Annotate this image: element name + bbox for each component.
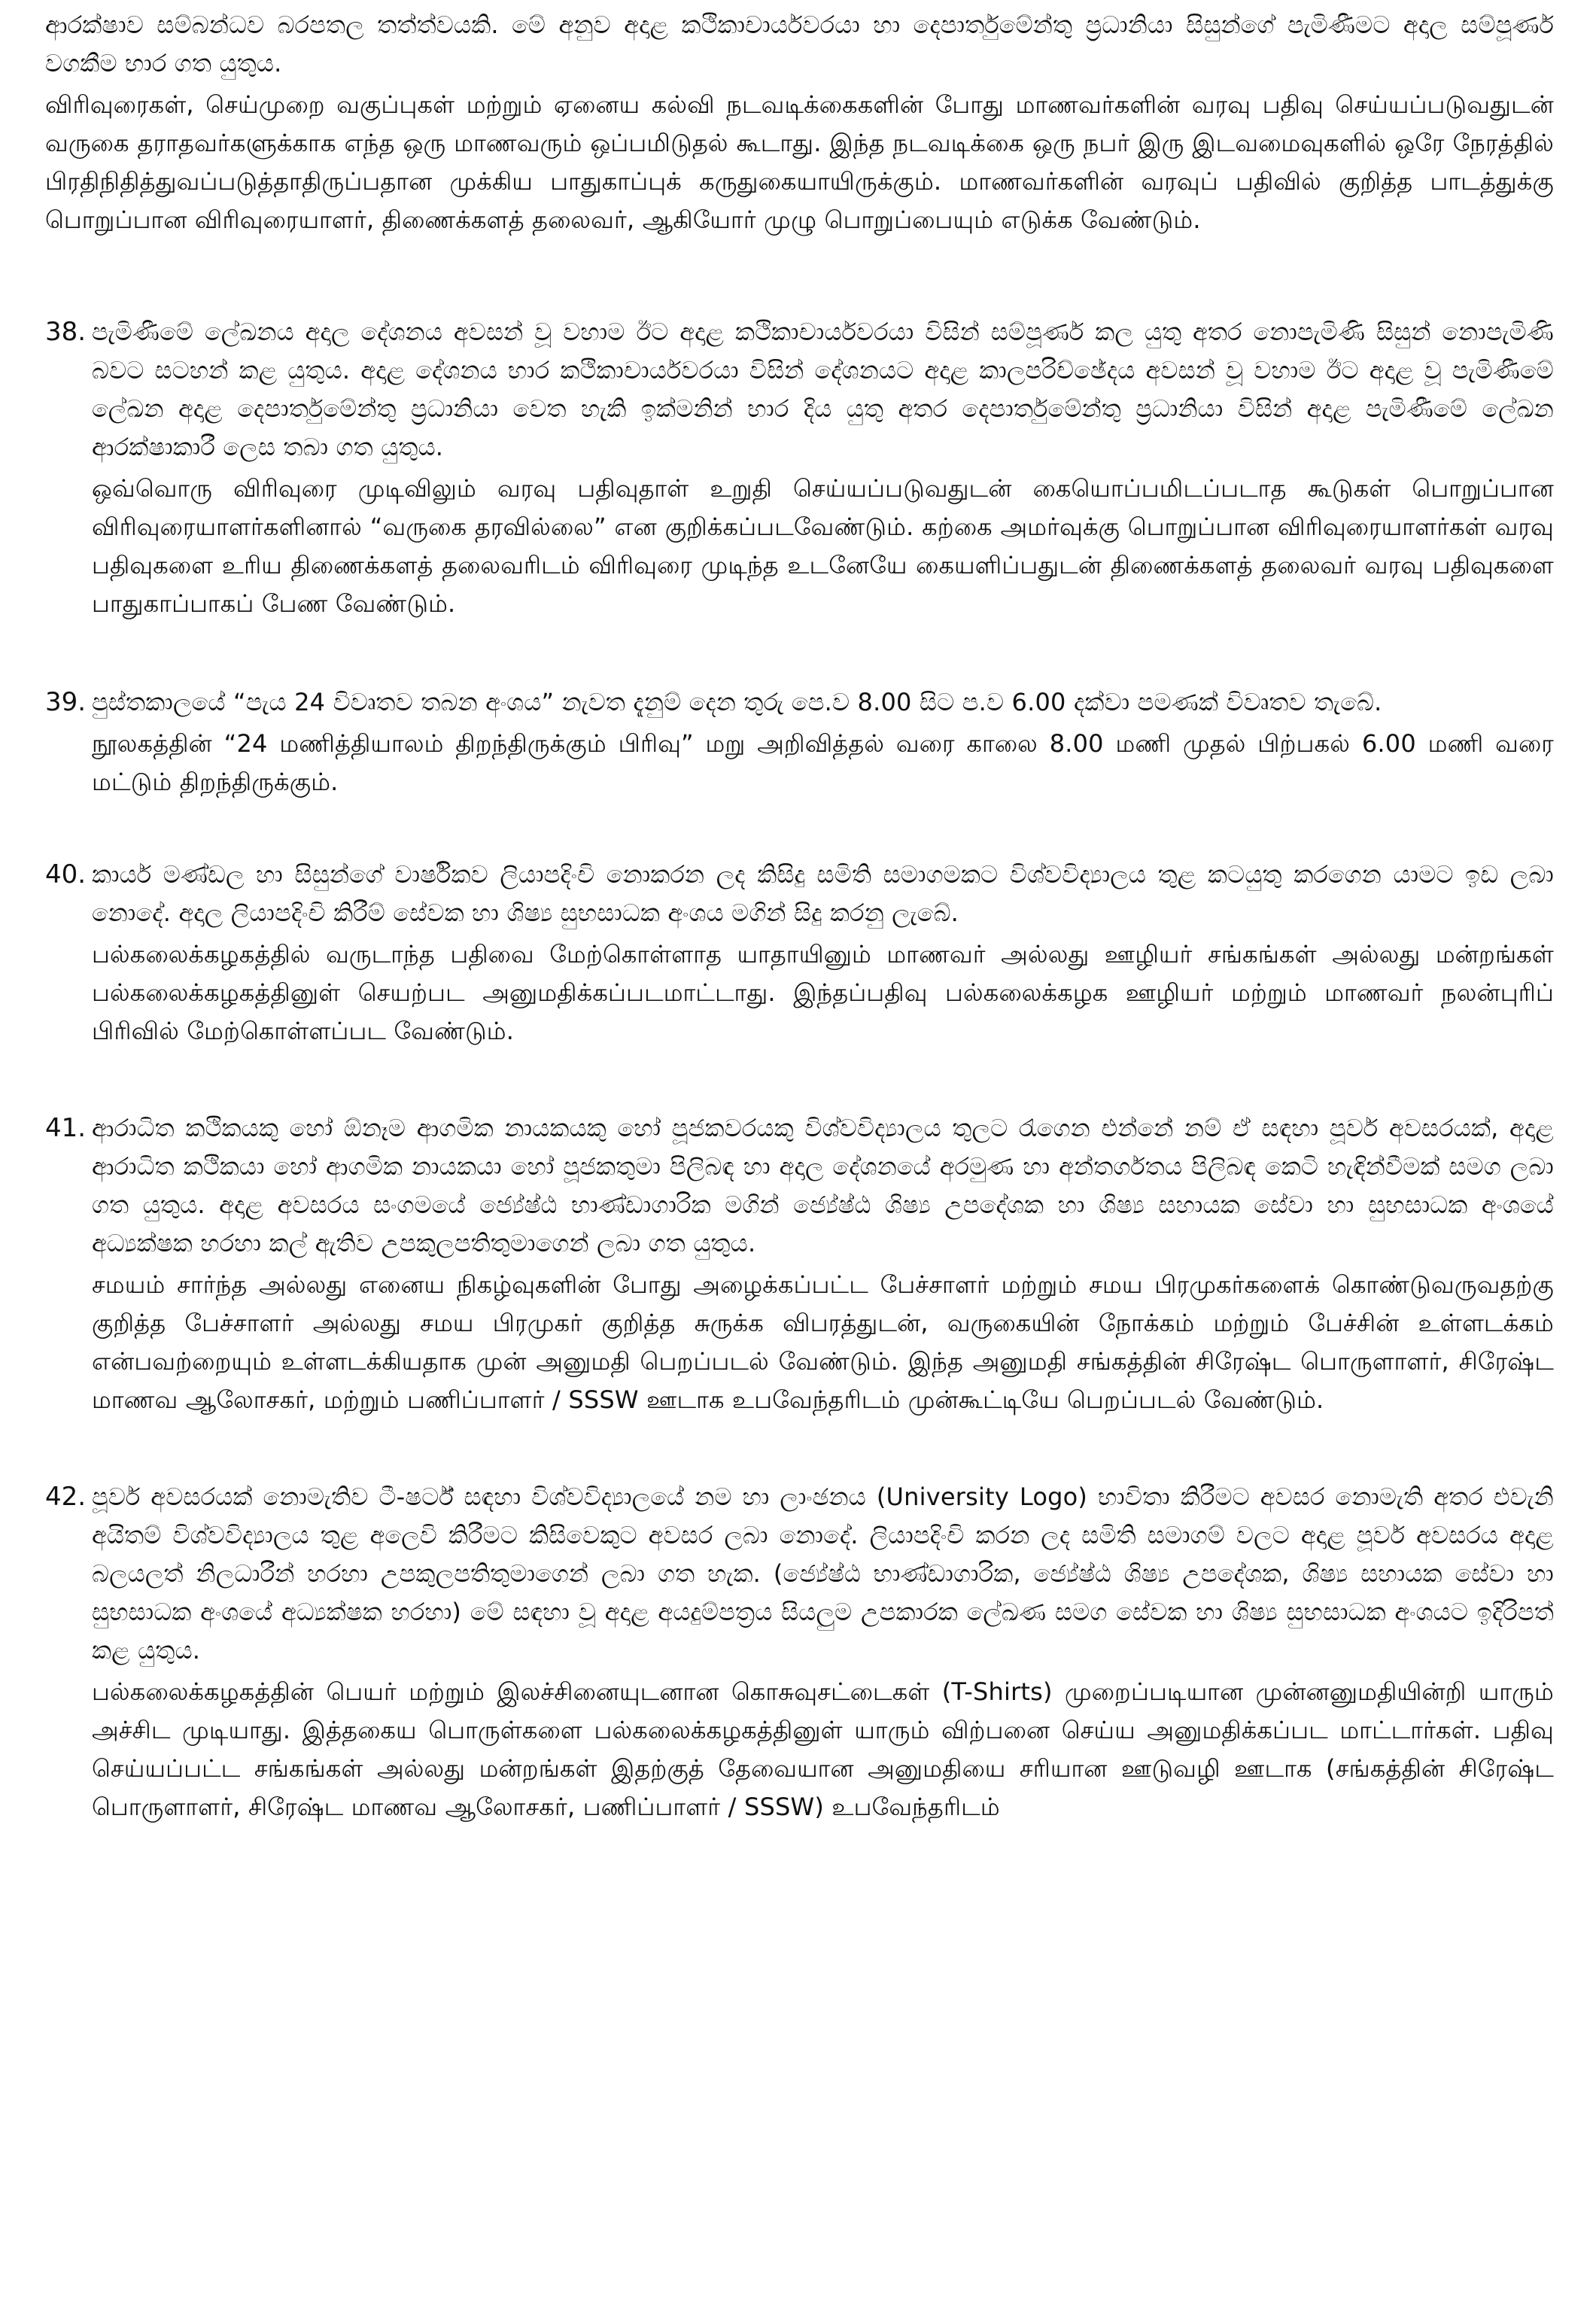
rule-item-41 [45, 1109, 1554, 1419]
item-body [92, 856, 1554, 1051]
continued-paragraph [45, 6, 1554, 239]
tamil-text: ஒவ்வொரு விரிவுரை முடிவிலும் வரவு பதிவுதாள் உறுதி செய்யப்படுவதுடன் கையொப்பமிடப்படாத கூடுகள் பொறுப்பான விரிவுரையாளர்களினால் “வருகை தரவில்லை” என குறிக்கப்படவேண்டும். கற்கை அமர்வுக்கு பொறுப்பான விரிவுரையாளர்கள் வரவு பதிவுகளை உரிய திணைக்களத் தலைவரிடம் விரிவுரை முடிந்த உடனேயே கையளிப்பதுடன் திணைக்களத் தலைவர் வரவு பதிவுகளை பாதுகாப்பாகப் பேண வேண்டும். [92, 474, 1554, 618]
item-body [92, 1478, 1554, 1826]
item-body [92, 1109, 1554, 1419]
tamil-text: பல்கலைக்கழகத்தில் வருடாந்த பதிவை மேற்கொள்ளாத யாதாயினும் மாணவர் அல்லது ஊழியர் சங்கங்கள் அல்லது மன்றங்கள் பல்கலைக்கழகத்தினுள் செயற்பட அனுமதிக்கப்படமாட்டாது. இந்தப்பதிவு பல்கலைக்கழக ஊழியர் மற்றும் மாணவர் நலன்புரிப் பிரிவில் மேற்கொள்ளப்பட வேண்டும். [92, 940, 1554, 1045]
tamil-text: பல்கலைக்கழகத்தின் பெயர் மற்றும் இலச்சினையுடனான கொசுவுசட்டைகள் (T-Shirts) முறைப்படியான முன்னனுமதியின்றி யாரும் அச்சிட முடியாது. இத்தகைய பொருள்களை பல்கலைக்கழகத்தினுள் யாரும் விற்பனை செய்ய அனுமதிக்கப்பட மாட்டார்கள். பதிவு செய்யப்பட்ட சங்கங்கள் அல்லது மன்றங்கள் இதற்குத் தேவையான அனுமதியை சரியான ஊடுவழி ஊடாக (சங்கத்தின் சிரேஷ்ட பொருளாளர், சிரேஷ்ட மாணவ ஆலோசகர், பணிப்பாளர் / SSSW) உபவேந்தரிடம் [92, 1677, 1554, 1821]
rule-item-40 [45, 856, 1554, 1051]
tamil-text: நூலகத்தின் “24 மணித்தியாலம் திறந்திருக்கும் பிரிவு” மறு அறிவித்தல் வரை காலை 8.00 மணி முதல் பிற்பகல் 6.00 மணி வரை மட்டும் திறந்திருக்கும். [92, 729, 1554, 796]
sinhala-text: ආරක්ෂාව සම්බන්ධව බරපතල තත්ත්වයකි. මේ අනුව අදාළ කථිකාචාර්යවරයා හා දෙපාර්තුමේන්තු ප්‍රධානියා සිසුන්ගේ පැමිණීමට අදාල සම්පූර්ණ වගකීම භාර ගත යුතුය. [45, 11, 1554, 78]
item-body [92, 683, 1554, 801]
sinhala-text: පූර්ව අවසරයක් නොමැතිව ටී-ෂර්ට් සඳහා විශ්වවිද්‍යාලයේ නම හා ලාංඡනය (University Logo) භාවිතා කිරීමට අවසර නොමැති අතර එවැනි අයිතම් විශ්වවිද්‍යාලය තුළ අලෙවි කිරීමට කිසිවෙකුට අවසර ලබා නොදේ. ලියාපදිංචි කරන ලද සමිති සමාගම් වලට අදාළ පූර්ව අවසරය අදාළ බලයලත් නිලධාරීන් හරහා උපකුලපතිතුමාගෙන් ලබා ගත හැක. (ජ්‍යේෂ්ඨ භාණ්ඩාගාරික, ජ්‍යේෂ්ඨ ශිෂ්‍ය උපදේශක, ශිෂ්‍ය සහායක සේවා හා සුභසාධක අංශයේ අධ්‍යක්ෂක හරහා) මේ සඳහා වූ අදාළ අයදුම්පත්‍රය සියලුම උපකාරක ලේඛණ සමග සේවක හා ශිෂ්‍ය සුභසාධක අංශයට ඉදිරිපත් කළ යුතුය. [92, 1482, 1554, 1665]
item-number: 38. [45, 317, 87, 347]
tamil-text: விரிவுரைகள், செய்முறை வகுப்புகள் மற்றும் ஏனைய கல்வி நடவடிக்கைகளின் போது மாணவர்களின் வரவு பதிவு செய்யப்படுவதுடன் வருகை தராதவர்களுக்காக எந்த ஒரு மாணவரும் ஒப்பமிடுதல் கூடாது. இந்த நடவடிக்கை ஒரு நபர் இரு இடவமைவுகளில் ஒரே நேரத்தில் பிரதிநிதித்துவப்படுத்தாதிருப்பதான முக்கிய பாதுகாப்புக் கருதுகையாயிருக்கும். மாணவர்களின் வரவுப் பதிவில் குறித்த பாடத்துக்கு பொறுப்பான விரிவுரையாளர், திணைக்களத் தலைவர், ஆகியோர் முழு பொறுப்பையும் எடுக்க வேண்டும். [45, 90, 1554, 234]
sinhala-text: කාර්ය මණ්ඩල හා සිසුන්ගේ වාර්ෂිකව ලියාපදිංචි නොකරන ලද කිසිදු සමිති සමාගමකට විශ්වවිද්‍යාලය තුළ කටයුතු කරගෙන යාමට ඉඩ ලබා නොදේ. අදාල ලියාපදිංචි කිරීම් සේවක හා ශිෂ්‍ය සුභසාධක අංශය මගින් සිදු කරනු ලැබේ. [92, 860, 1554, 927]
tamil-text: சமயம் சார்ந்த அல்லது எனைய நிகழ்வுகளின் போது அழைக்கப்பட்ட பேச்சாளர் மற்றும் சமய பிரமுகர்களைக் கொண்டுவருவதற்கு குறித்த பேச்சாளர் அல்லது சமய பிரமுகர் குறித்த சுருக்க விபரத்துடன், வருகையின் நோக்கம் மற்றும் பேச்சின் உள்ளடக்கம் என்பவற்றையும் உள்ளடக்கியதாக முன் அனுமதி பெறப்படல் வேண்டும். இந்த அனுமதி சங்கத்தின் சிரேஷ்ட பொருளாளர், சிரேஷ்ட மாணவ ஆலோசகர், மற்றும் பணிப்பாளர் / SSSW ஊடாக உபவேந்தரிடம் முன்கூட்டியே பெறப்படல் வேண்டும். [92, 1270, 1554, 1414]
item-number: 39. [45, 687, 87, 717]
item-number: 42. [45, 1482, 87, 1512]
rule-item-42 [45, 1478, 1554, 1826]
item-number: 41. [45, 1113, 87, 1143]
item-body [92, 313, 1554, 623]
rule-item-38 [45, 313, 1554, 623]
sinhala-text: පැමිණීමේ ලේඛනය අදාල දේශනය අවසන් වූ වහාම ඊට අදාළ කථිකාචාර්යවරයා විසින් සම්පූර්ණ කල යුතු අතර නොපැමිණි සිසුන් නොපැමිණි බවට සටහන් කළ යුතුය. අදාළ දේශනය භාර කථිකාචාර්යවරයා විසින් දේශනයට අදාළ කාලපරිච්ඡේදය අවසන් වූ වහාම ඊට අදාළ වූ පැමිණීමේ ලේඛන අදාළ දෙපාර්තුමේන්තු ප්‍රධානියා වෙත හැකි ඉක්මනින් භාර දිය යුතු අතර දෙපාර්තුමේන්තු ප්‍රධානියා විසින් අදාළ පැමිණීමේ ලේඛන ආරක්ෂාකාරී ලෙස තබා ගත යුතුය. [92, 318, 1554, 461]
item-number: 40. [45, 859, 87, 889]
sinhala-text: පුස්තකාලයේ “පැය 24 විවෘතව තබන අංශය” නැවත දැනුම් දෙන තුරු පෙ.ව 8.00 සිට ප.ව 6.00 දක්වා පමණක් විවෘතව තැබේ. [92, 688, 1382, 716]
rule-item-39 [45, 683, 1554, 801]
sinhala-text: ආරාධිත කථිකයකු හෝ ඕනෑම ආගමික නායකයකු හෝ පූජකවරයකු විශ්වවිද්‍යාලය තුලට රැගෙන එන්නේ නම් ඒ සඳහා පූර්ව අවසරයක්, අදාළ ආරාධිත කථිකයා හෝ ආගමික නායකයා හෝ පූජකතුමා පිලිබඳ හා අදාල දේශනයේ අරමුණ හා අන්තර්ගතය පිලිබඳ කෙටි හැඳින්වීමක් සමග ලබා ගත යුතුය. අදාළ අවසරය සංගමයේ ජ්‍යේෂ්ඨ භාණ්ඩාගාරික මගින් ජ්‍යේෂ්ඨ ශිෂ්‍ය උපදේශක හා ශිෂ්‍ය සහායක සේවා හා සුභසාධක අංශයේ අධ්‍යක්ෂක හරහා කල් ඇතිව උපකුලපතිතුමාගෙන් ලබා ගත යුතුය. [92, 1114, 1554, 1257]
